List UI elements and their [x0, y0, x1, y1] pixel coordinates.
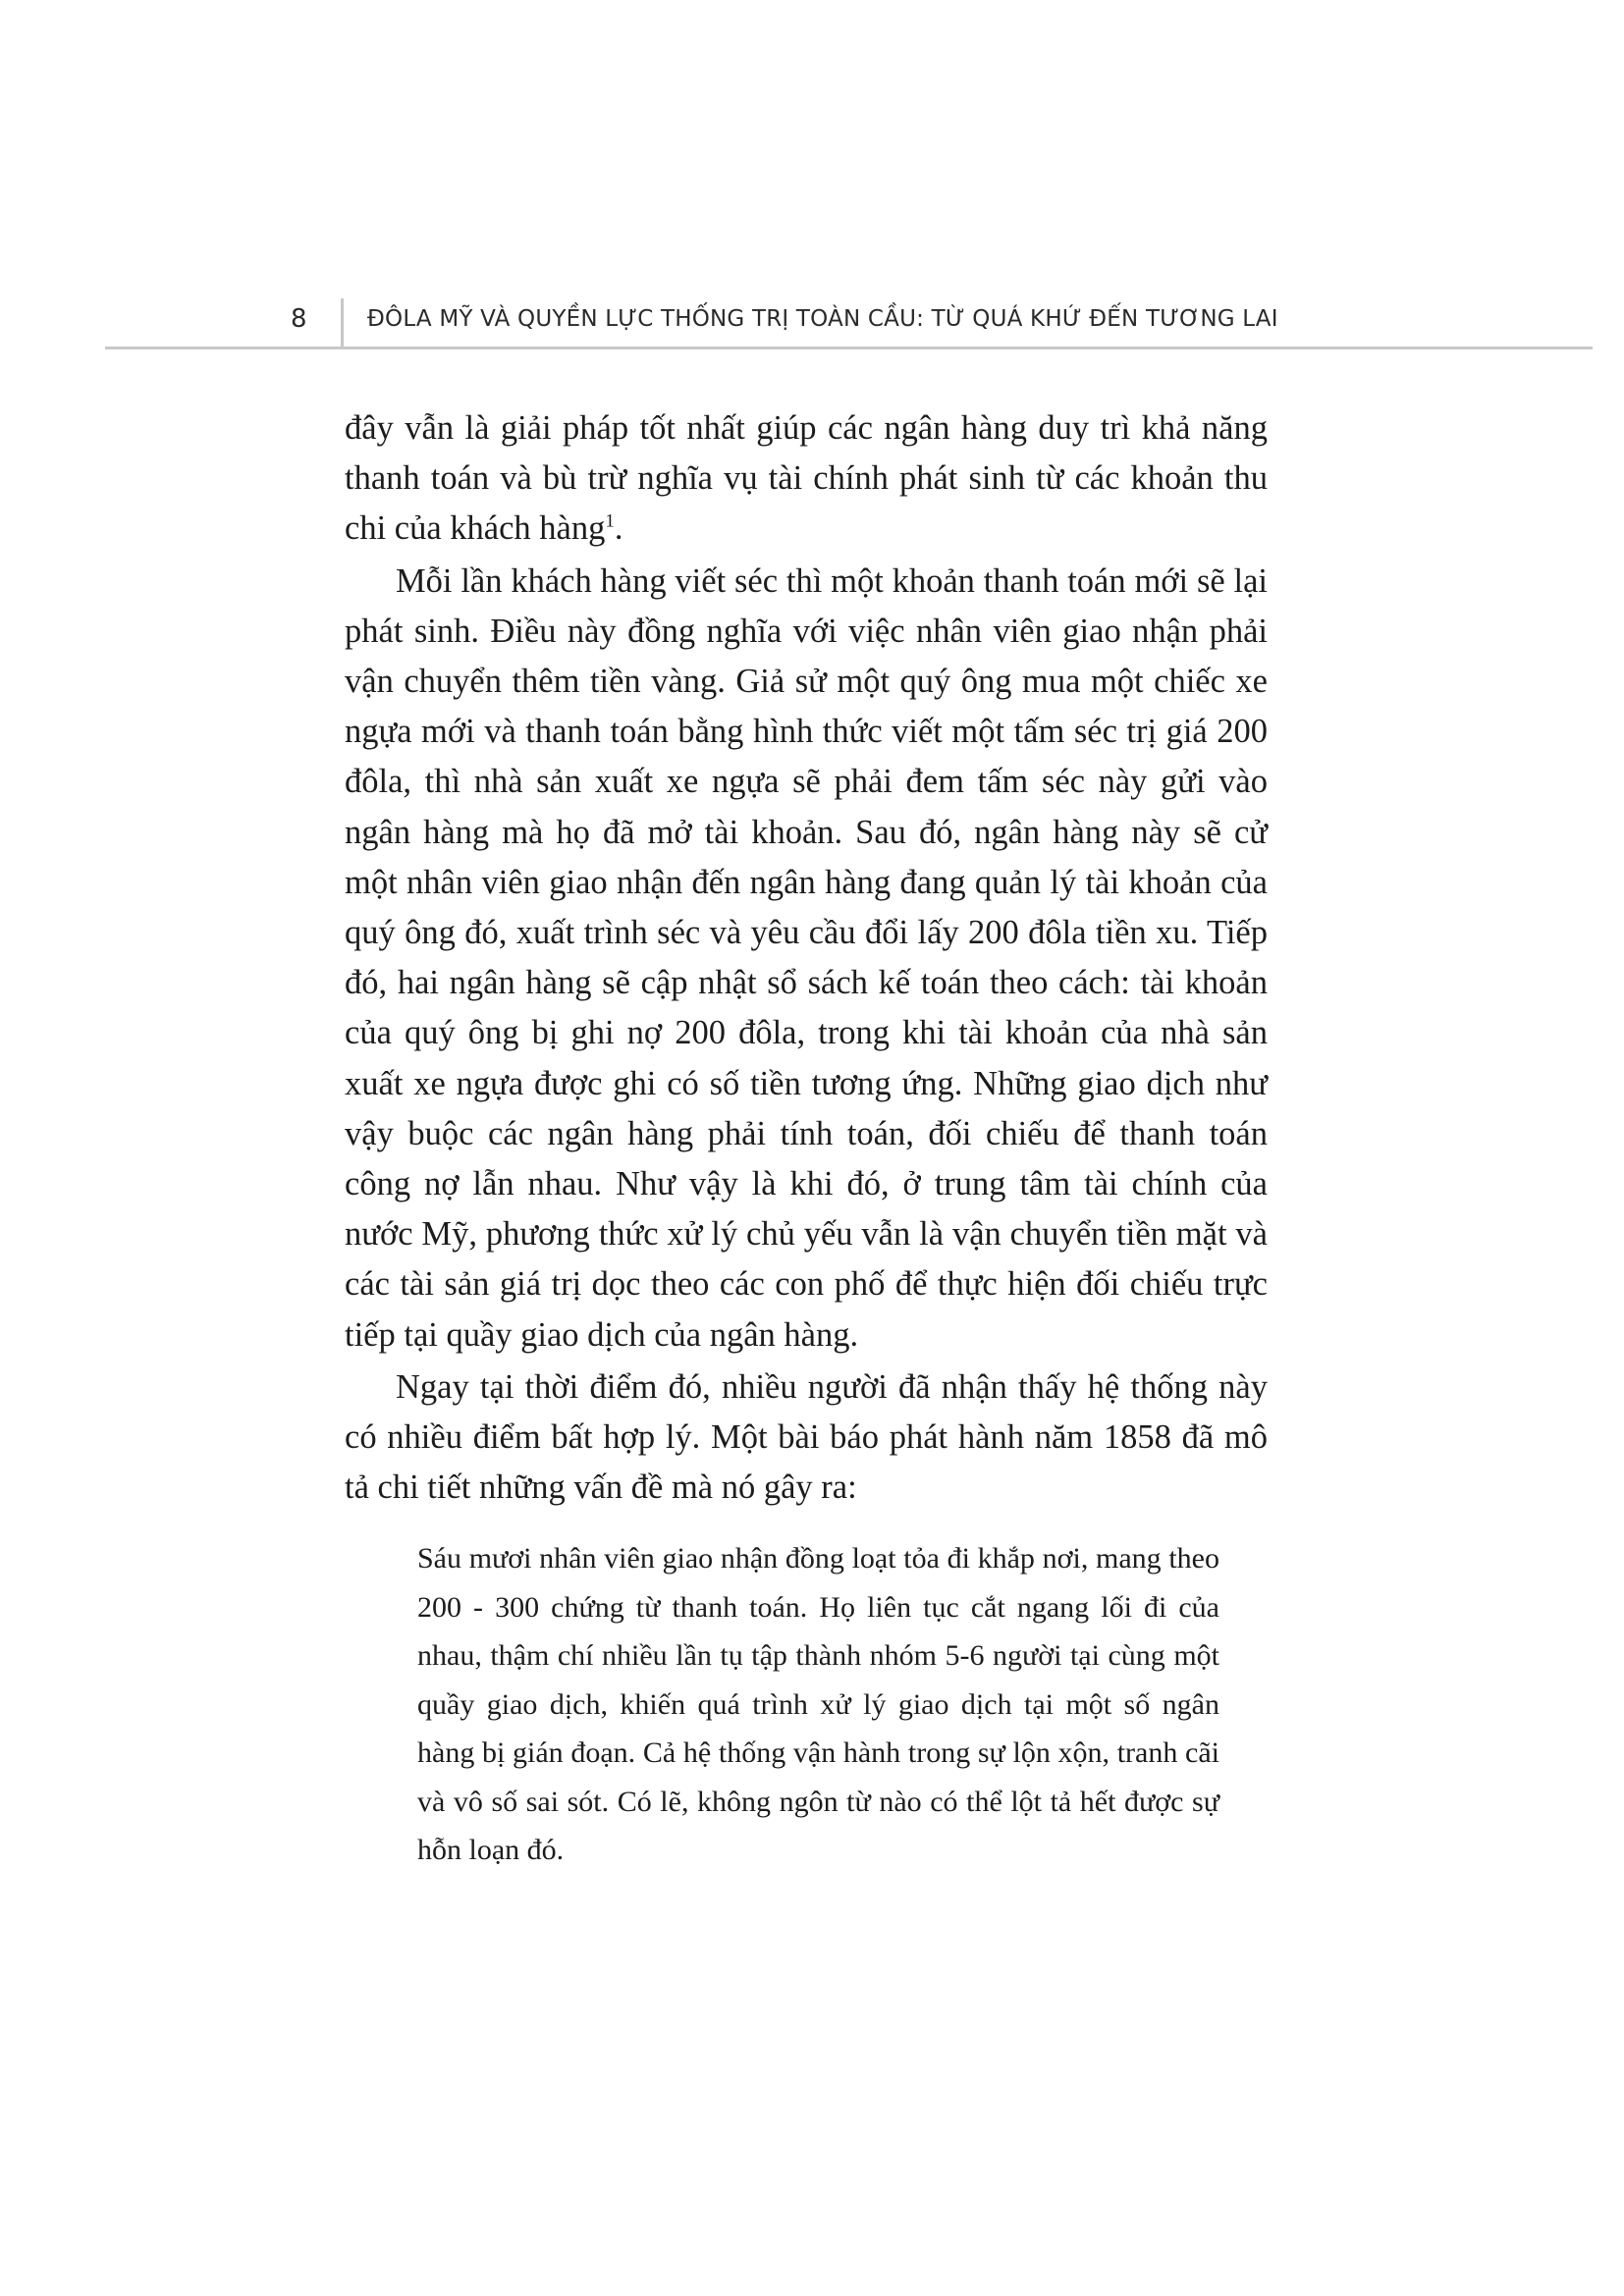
header-rule	[105, 347, 1593, 349]
main-text	[345, 403, 1268, 1874]
quote-text: Sáu mươi nhân viên giao nhận đồng loạt tỏa đi khắp nơi, mang theo 200 - 300 chứng từ thanh toán. Họ liên tục cắt ngang lối đi của nhau, thậm chí nhiều lần tụ tập thành nhóm 5-6 người tại cùng một quầy giao dịch, khiến quá trình xử lý giao dịch tại một số ngân hàng bị gián đoạn. Cả hệ thống vận hành trong sự lộn xộn, tranh cãi và vô số sai sót. Có lẽ, không ngôn từ nào có thể lột tả hết được sự hỗn loạn đó.	[417, 1542, 1219, 1866]
book-title: ĐÔLA MỸ VÀ QUYỀN LỰC THỐNG TRỊ TOÀN CẦU: TỪ QUÁ KHỨ ĐẾN TƯƠNG LAI	[367, 306, 1278, 332]
paragraph-end: .	[614, 509, 623, 548]
body-paragraph	[345, 403, 1268, 555]
body-paragraph: Mỗi lần khách hàng viết séc thì một khoản thanh toán mới sẽ lại phát sinh. Điều này đồng nghĩa với việc nhân viên giao nhận phải vận chuyển thêm tiền vàng. Giả sử một quý ông mua một chiếc xe ngựa mới và thanh toán bằng hình thức viết một tấm séc trị giá 200 đôla, thì nhà sản xuất xe ngựa sẽ phải đem tấm séc này gửi vào ngân hàng mà họ đã mở tài khoản. Sau đó, ngân hàng này sẽ cử một nhân viên giao nhận đến ngân hàng đang quản lý tài khoản của quý ông đó, xuất trình séc và yêu cầu đổi lấy 200 đôla tiền xu. Tiếp đó, hai ngân hàng sẽ cập nhật sổ sách kế toán theo cách: tài khoản của quý ông bị ghi nợ 200 đôla, trong khi tài khoản của nhà sản xuất xe ngựa được ghi có số tiền tương ứng. Những giao dịch như vậy buộc các ngân hàng phải tính toán, đối chiếu để thanh toán công nợ lẫn nhau. Như vậy là khi đó, ở trung tâm tài chính của nước Mỹ, phương thức xử lý chủ yếu vẫn là vận chuyển tiền mặt và các tài sản giá trị dọc theo các con phố để thực hiện đối chiếu trực tiếp tại quầy giao dịch của ngân hàng.	[345, 561, 1268, 1354]
page-number: 8	[291, 304, 307, 334]
header-divider	[341, 298, 344, 347]
footnote-reference[interactable]: 1	[605, 510, 615, 532]
body-paragraph: Ngay tại thời điểm đó, nhiều người đã nhận thấy hệ thống này có nhiều điểm bất hợp lý. Một bài báo phát hành năm 1858 đã mô tả chi tiết những vấn đề mà nó gây ra:	[345, 1367, 1268, 1507]
block-quote	[417, 1534, 1219, 1874]
running-header	[0, 294, 1624, 353]
paragraph-text: đây vẫn là giải pháp tốt nhất giúp các ngân hàng duy trì khả năng thanh toán và bù trừ nghĩa vụ tài chính phát sinh từ các khoản thu chi của khách hàng	[345, 409, 1268, 548]
